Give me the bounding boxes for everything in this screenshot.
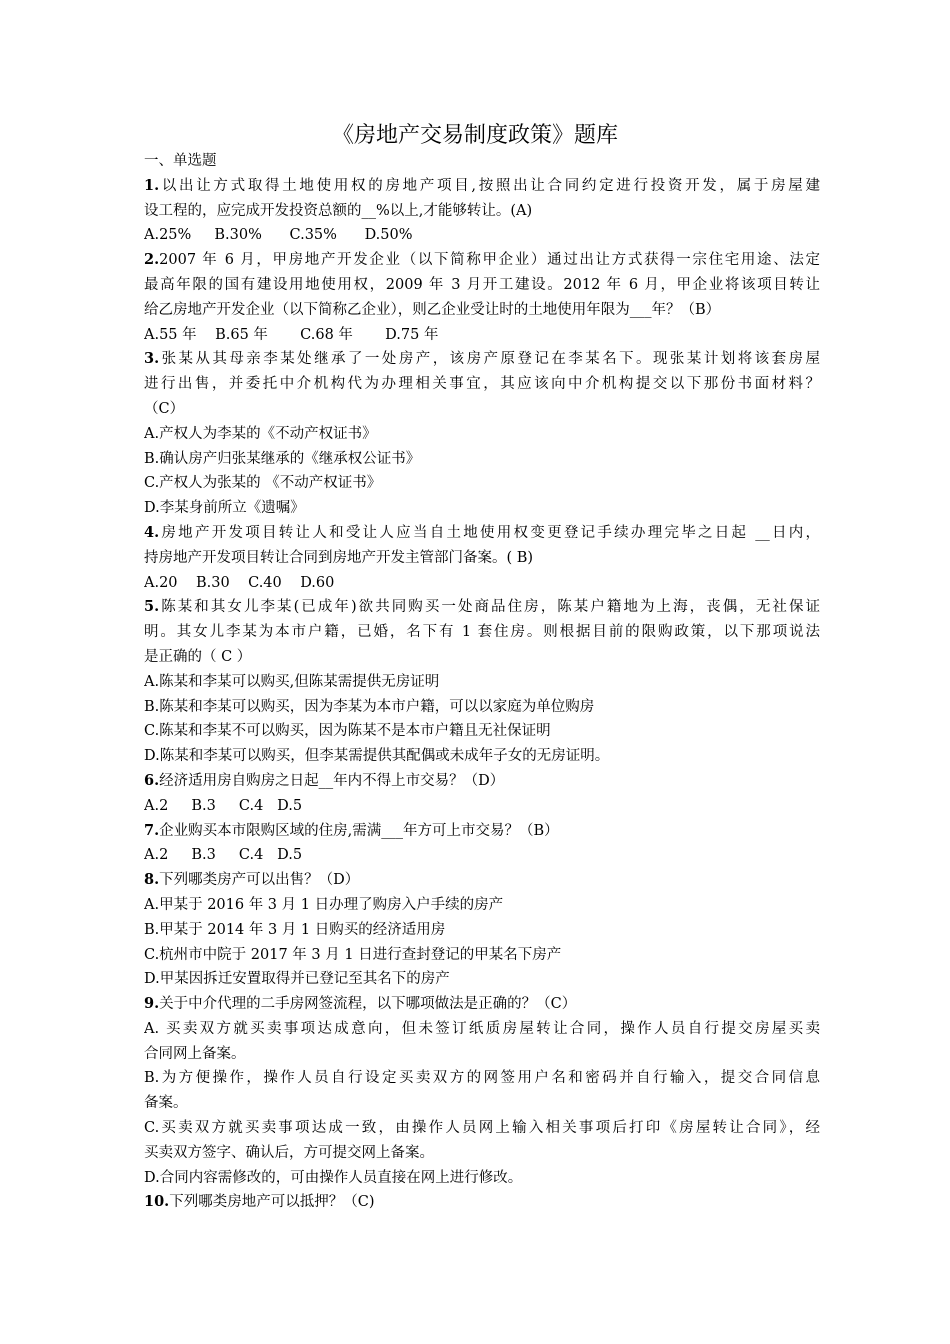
question-text-line: 持房地产开发项目转让合同到房地产开发主管部门备案。( B) [144,549,534,566]
option-line: A.甲某于 2016 年 3 月 1 日办理了购房入户手续的房产 [144,896,504,913]
option-line: A.2 B.3 C.4 D.5 [144,847,303,864]
option-line: C.杭州市中院于 2017 年 3 月 1 日进行查封登记的甲某名下房产 [144,946,562,963]
option-line: B.甲某于 2014 年 3 月 1 日购买的经济适用房 [144,921,446,938]
question-3 [144,347,820,521]
option-line: D.李某身前所立《遗嘱》 [144,500,305,517]
question-text-line: 9.关于中介代理的二手房网签流程，以下哪项做法是正确的？（C） [144,995,577,1013]
question-number: 4. [144,523,160,541]
document-title: 《房地产交易制度政策》题库 [331,123,618,148]
option-line: B.确认房产归张某继承的《继承权公证书》 [144,450,421,467]
section-heading: 一、单选题 [144,153,217,169]
option-line: B.陈某和李某可以购买，因为李某为本市户籍，可以以家庭为单位购房 [144,698,595,715]
question-text-line: 2.2007 年 6 月，甲房地产开发企业（以下简称甲企业）通过出让方式获得一宗住宅用途、法定 [144,251,820,269]
option-line: A.陈某和李某可以购买,但陈某需提供无房证明 [144,673,440,690]
question-number: 1. [144,176,160,194]
option-line: A. 买卖双方就买卖事项达成意向，但未签订纸质房屋转让合同，操作人员自行提交房屋买卖 [144,1020,820,1037]
option-line: D.合同内容需修改的，可由操作人员直接在网上进行修改。 [144,1169,523,1186]
question-5 [144,595,820,769]
option-line: D.陈某和李某可以购买，但李某需提供其配偶或未成年子女的无房证明。 [144,748,610,765]
question-number: 10. [144,1193,170,1211]
question-text-line: 1.以出让方式取得土地使用权的房地产项目,按照出让合同约定进行投资开发，属于房屋建 [144,176,820,194]
question-text-line: 5.陈某和其女儿李某(已成年)欲共同购买一处商品住房，陈某户籍地为上海，丧偶，无社保证 [144,598,820,616]
option-line: A.20 B.30 C.40 D.60 [144,574,335,591]
option-line: A.产权人为李某的《不动产权证书》 [144,425,377,442]
question-text-line: 进行出售，并委托中介机构代为办理相关事宜，其应该向中介机构提交以下那份书面材料？ [144,376,820,393]
option-line: D.甲某因拆迁安置取得并已登记至其名下的房产 [144,971,450,988]
option-line: 买卖双方签字、确认后，方可提交网上备案。 [144,1144,434,1161]
question-9 [144,992,820,1190]
option-line: B.为方便操作，操作人员自行设定买卖双方的网签用户名和密码并自行输入，提交合同信息 [144,1070,820,1087]
question-text-line: （C） [144,400,185,417]
question-number: 3. [144,350,160,368]
question-text-line: 8.下列哪类房产可以出售？（D） [144,871,360,889]
question-text-line: 明。其女儿李某为本市户籍，已婚，名下有 1 套住房。则根据目前的限购政策，以下那项说法 [144,624,820,641]
question-6 [144,769,820,819]
option-line: C.买卖双方就买卖事项达成一致，由操作人员网上输入相关事项后打印《房屋转让合同》，经 [144,1120,820,1137]
document-body [144,149,820,1215]
question-8 [144,868,820,992]
option-line: A.55 年 B.65 年 C.68 年 D.75 年 [144,326,439,343]
question-number: 5. [144,598,160,616]
question-text-line: 是正确的（ C ） [144,648,252,665]
question-text-line: 3.张某从其母亲李某处继承了一处房产，该房产原登记在李某名下。现张某计划将该套房屋 [144,350,820,368]
question-text-line: 最高年限的国有建设用地使用权，2009 年 3 月开工建设。2012 年 6 月，甲企业将该项目转让 [144,276,820,293]
question-number: 7. [144,821,160,839]
option-line: C.陈某和李某不可以购买，因为陈某不是本市户籍且无社保证明 [144,723,551,740]
question-text-line: 7.企业购买本市限购区域的住房,需满___年方可上市交易？（B） [144,821,559,839]
question-number: 6. [144,771,160,789]
question-number: 2. [144,251,160,269]
question-number: 9. [144,995,160,1013]
question-text-line: 设工程的，应完成开发投资总额的__%以上,才能够转让。(A) [144,202,533,219]
question-text-line: 给乙房地产开发企业（以下简称乙企业），则乙企业受让时的土地使用年限为___年？（B） [144,301,721,318]
option-line: A.25% B.30% C.35% D.50% [144,227,413,244]
option-line: 合同网上备案。 [144,1045,246,1062]
question-number: 8. [144,871,160,889]
option-line: C.产权人为张某的 《不动产权证书》 [144,475,382,492]
question-text-line: 6.经济适用房自购房之日起__年内不得上市交易？（D） [144,771,505,789]
question-4 [144,521,820,595]
question-text-line: 4.房地产开发项目转让人和受让人应当自土地使用权变更登记手续办理完毕之日起 __日内， [144,523,820,541]
option-line: A.2 B.3 C.4 D.5 [144,797,303,814]
question-2 [144,248,820,347]
question-7 [144,819,820,869]
question-1 [144,174,820,248]
question-10 [144,1190,820,1215]
question-text-line: 10.下列哪类房地产可以抵押？（C) [144,1193,375,1211]
option-line: 备案。 [144,1095,188,1112]
